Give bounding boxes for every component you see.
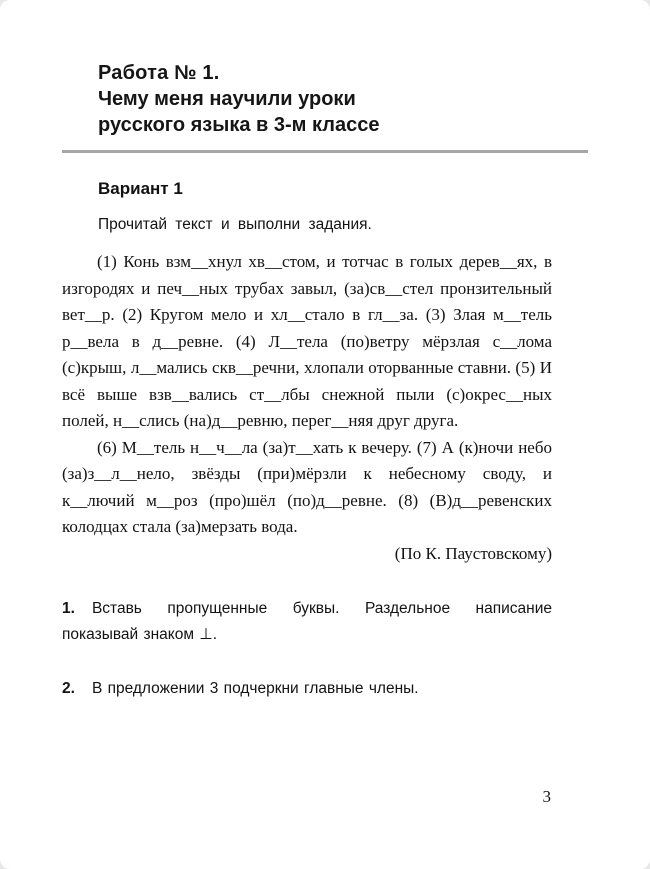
task-1-number: 1.	[62, 600, 75, 617]
task-2-text: В предложении 3 подчеркни главные члены.	[91, 680, 419, 697]
variant-heading: Вариант 1	[98, 179, 183, 198]
work-subtitle-line-1: Чему меня научили уроки	[98, 88, 356, 110]
task-2	[62, 676, 552, 702]
task-1	[62, 596, 552, 647]
page-header	[98, 60, 588, 138]
work-title: Работа № 1.	[98, 62, 220, 84]
text-paragraph-1: (1) Конь взм__хнул хв__стом, и тотчас в голых дерев__ях, в изгородях и печ__ных трубах завыл, (за)св__стел пронзительный вет__р. (2) Кругом мело и хл__стало в гл__за. (3) Злая м__тель р__вела в д__ревне. (4) Л__тела (по)ветру мёрзлая с__лома (с)крыш, л__мались скв__речни, хлопали оторванные ставни. (5) И всё выше взв__вались ст__лбы снежной пыли (с)окрес__ных полей, н__слись (на)д__ревню, перег__няя друг друга.	[62, 252, 552, 430]
page-content	[62, 179, 552, 702]
task-1-text: Вставь пропущенные буквы. Раздельное написание показывай знаком ⊥.	[62, 600, 552, 643]
work-subtitle-line-2: русского языка в 3-м классе	[98, 114, 380, 136]
page-number: 3	[542, 787, 551, 806]
task-2-number: 2.	[62, 680, 75, 697]
intro-instruction: Прочитай текст и выполни задания.	[98, 216, 372, 233]
attribution: (По К. Паустовскому)	[394, 543, 552, 563]
divider-rule	[62, 150, 588, 153]
text-paragraph-2: (6) М__тель н__ч__ла (за)т__хать к вечеру. (7) А (к)ночи небо (за)з__л__нело, звёзды (при)мёрзли к небесному своду, и к__лючий м__роз (про)шёл (по)д__ревне. (8) (В)д__ревенских колодцах стала (за)мерзать вода.	[62, 437, 552, 536]
